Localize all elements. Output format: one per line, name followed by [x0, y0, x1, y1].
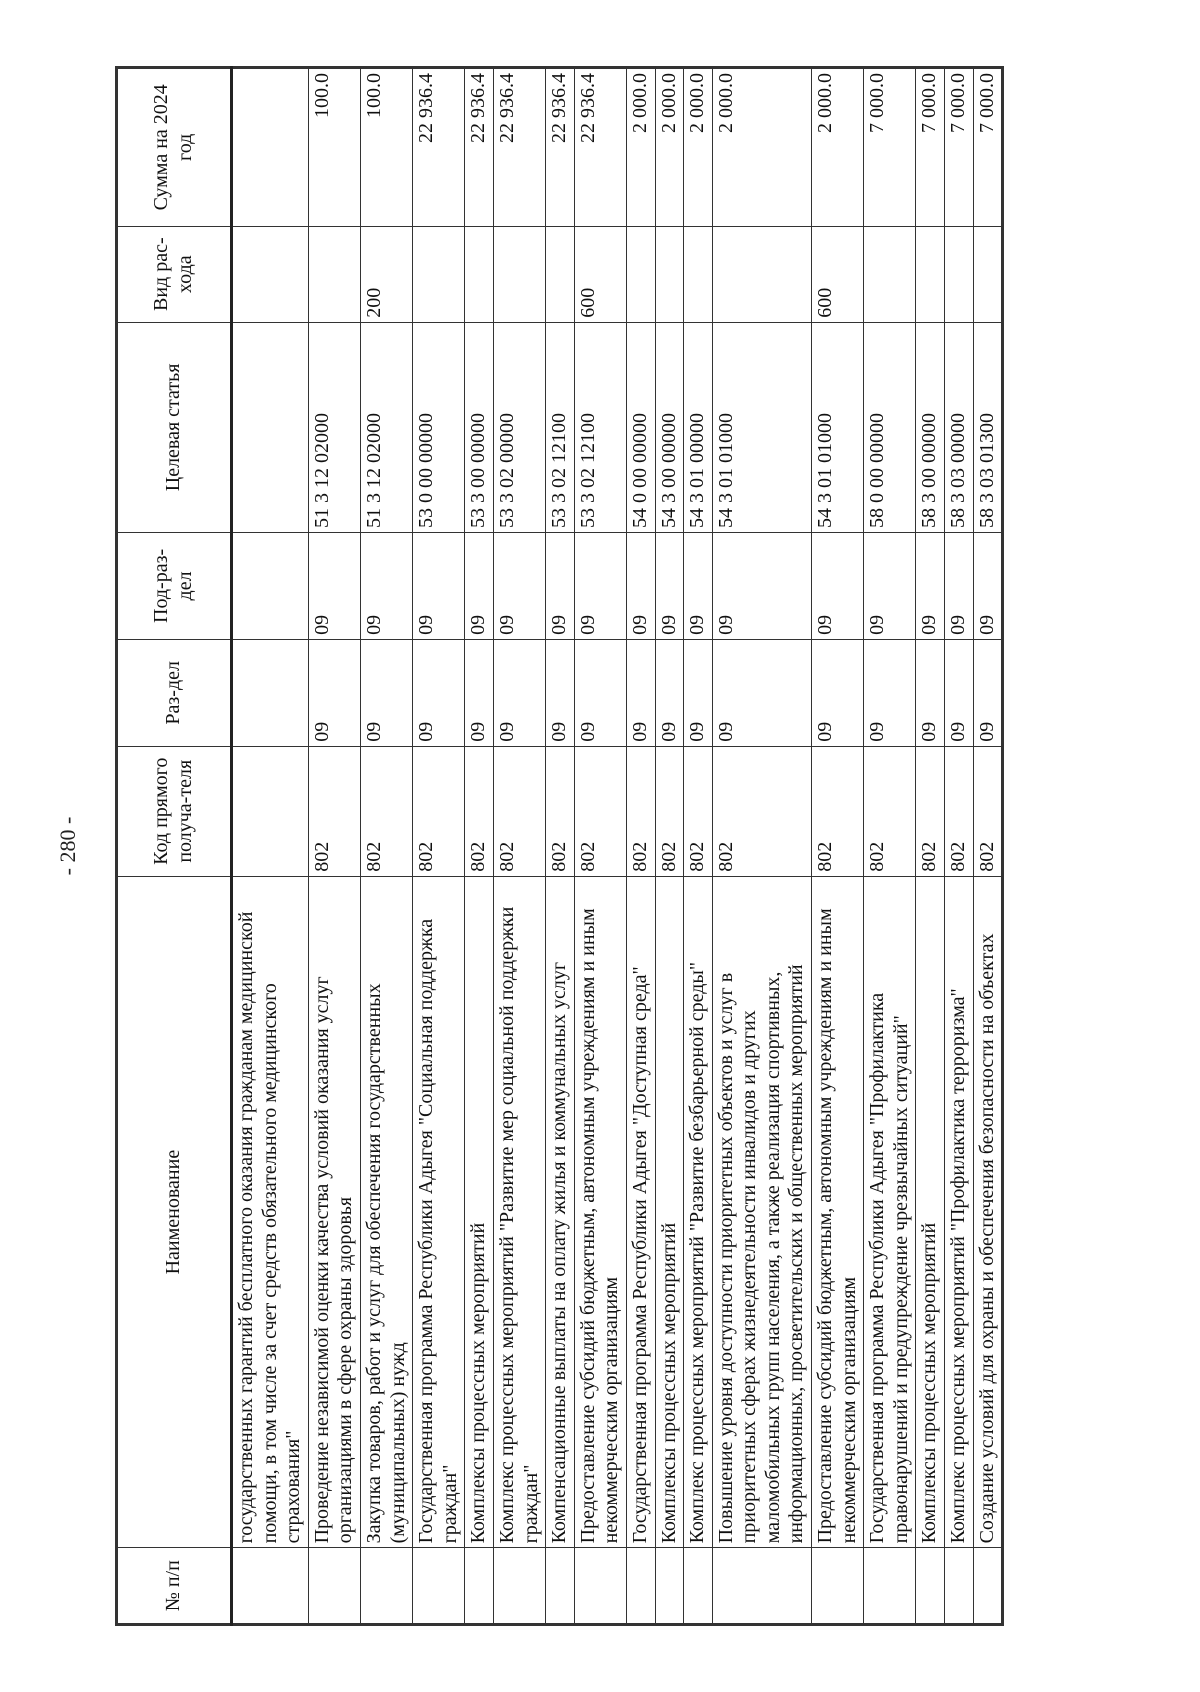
- cell-vr: [626, 226, 655, 322]
- cell-vr: [308, 226, 360, 322]
- table-row: [973, 68, 1003, 1625]
- table-row: [655, 68, 684, 1625]
- table-row: [413, 68, 465, 1625]
- cell-no: [945, 1548, 974, 1625]
- cell-name: Повышение уровня доступности приоритетных объектов и услуг в приоритетных сферах жизнедеятельности инвалидов и других маломобильных групп населения, а также реализация спортивных, информационных, просветительских и общественных мероприятий: [712, 876, 811, 1548]
- cell-vr: [465, 226, 494, 322]
- cell-vr: [916, 226, 945, 322]
- cell-cs: 51 3 12 02000: [308, 322, 360, 532]
- cell-podrazdel: 09: [973, 532, 1003, 639]
- cell-no: [812, 1548, 864, 1625]
- page-number: - 280 -: [55, 816, 80, 876]
- cell-sum: 7 000.0: [916, 68, 945, 227]
- cell-razdel: 09: [308, 639, 360, 746]
- cell-name: Комплексы процессных мероприятий: [916, 876, 945, 1548]
- cell-vr: [232, 226, 309, 322]
- cell-cs: 58 0 00 00000: [864, 322, 916, 532]
- cell-razdel: 09: [493, 639, 545, 746]
- cell-podrazdel: 09: [574, 532, 626, 639]
- cell-podrazdel: 09: [360, 532, 412, 639]
- cell-podrazdel: 09: [864, 532, 916, 639]
- cell-cs: 54 3 00 00000: [655, 322, 684, 532]
- cell-podrazdel: 09: [712, 532, 811, 639]
- cell-name: Государственная программа Республики Адыгея "Профилактика правонарушений и предупреждение чрезвычайных ситуаций": [864, 876, 916, 1548]
- cell-cs: 53 3 02 12100: [574, 322, 626, 532]
- cell-podrazdel: 09: [684, 532, 713, 639]
- table-row: [626, 68, 655, 1625]
- cell-cs: [232, 322, 309, 532]
- cell-name: Комплексы процессных мероприятий: [655, 876, 684, 1548]
- budget-table: [115, 66, 1004, 1626]
- cell-razdel: 09: [916, 639, 945, 746]
- cell-vr: 200: [360, 226, 412, 322]
- cell-vr: [973, 226, 1003, 322]
- table-row: [232, 68, 309, 1625]
- cell-poluch: 802: [465, 746, 494, 876]
- cell-cs: 54 0 00 00000: [626, 322, 655, 532]
- cell-sum: 2 000.0: [655, 68, 684, 227]
- cell-name: Предоставление субсидий бюджетным, автономным учреждениям и иным некоммерческим организациям: [574, 876, 626, 1548]
- cell-poluch: 802: [626, 746, 655, 876]
- cell-cs: 54 3 01 01000: [812, 322, 864, 532]
- cell-podrazdel: 09: [308, 532, 360, 639]
- cell-name: Комплексы процессных мероприятий: [465, 876, 494, 1548]
- cell-sum: 22 936.4: [413, 68, 465, 227]
- cell-name: Государственная программа Республики Адыгея "Доступная среда": [626, 876, 655, 1548]
- cell-poluch: [232, 746, 309, 876]
- table-row: [916, 68, 945, 1625]
- cell-no: [916, 1548, 945, 1625]
- table-row: [308, 68, 360, 1625]
- table-row: [546, 68, 575, 1625]
- cell-poluch: 802: [916, 746, 945, 876]
- cell-poluch: 802: [493, 746, 545, 876]
- cell-poluch: 802: [973, 746, 1003, 876]
- cell-poluch: 802: [360, 746, 412, 876]
- cell-name: государственных гарантий бесплатного оказания гражданам медицинской помощи, в том числе за счет средств обязательного медицинского страхования": [232, 876, 309, 1548]
- cell-no: [574, 1548, 626, 1625]
- cell-name: Проведение независимой оценки качества условий оказания услуг организациями в сфере охраны здоровья: [308, 876, 360, 1548]
- cell-sum: 7 000.0: [945, 68, 974, 227]
- cell-podrazdel: 09: [626, 532, 655, 639]
- cell-podrazdel: 09: [945, 532, 974, 639]
- cell-no: [973, 1548, 1003, 1625]
- table-row: [812, 68, 864, 1625]
- cell-name: Создание условий для охраны и обеспечения безопасности на объектах: [973, 876, 1003, 1548]
- header-no: № п/п: [117, 1548, 232, 1625]
- cell-razdel: 09: [945, 639, 974, 746]
- cell-name: Комплекс процессных мероприятий "Развитие безбарьерной среды": [684, 876, 713, 1548]
- table-body: [232, 68, 1003, 1625]
- cell-sum: [232, 68, 309, 227]
- cell-podrazdel: [232, 532, 309, 639]
- cell-poluch: 802: [574, 746, 626, 876]
- cell-cs: 53 3 02 12100: [546, 322, 575, 532]
- header-cs: Целевая статья: [117, 322, 232, 532]
- cell-podrazdel: 09: [546, 532, 575, 639]
- cell-name: Компенсационные выплаты на оплату жилья и коммунальных услуг: [546, 876, 575, 1548]
- cell-cs: 54 3 01 00000: [684, 322, 713, 532]
- cell-sum: 2 000.0: [684, 68, 713, 227]
- cell-sum: 2 000.0: [712, 68, 811, 227]
- cell-no: [712, 1548, 811, 1625]
- cell-vr: 600: [574, 226, 626, 322]
- cell-cs: 53 0 00 00000: [413, 322, 465, 532]
- cell-podrazdel: 09: [493, 532, 545, 639]
- cell-razdel: 09: [626, 639, 655, 746]
- cell-name: Предоставление субсидий бюджетным, автономным учреждениям и иным некоммерческим организациям: [812, 876, 864, 1548]
- table-row: [945, 68, 974, 1625]
- cell-razdel: 09: [973, 639, 1003, 746]
- cell-sum: 22 936.4: [493, 68, 545, 227]
- cell-no: [465, 1548, 494, 1625]
- cell-razdel: 09: [360, 639, 412, 746]
- header-razdel: Раз-дел: [117, 639, 232, 746]
- cell-name: Закупка товаров, работ и услуг для обеспечения государственных (муниципальных) нужд: [360, 876, 412, 1548]
- cell-sum: 7 000.0: [864, 68, 916, 227]
- cell-razdel: 09: [465, 639, 494, 746]
- cell-poluch: 802: [655, 746, 684, 876]
- cell-razdel: 09: [684, 639, 713, 746]
- table-header: [117, 68, 232, 1625]
- cell-no: [232, 1548, 309, 1625]
- cell-razdel: 09: [574, 639, 626, 746]
- table-row: [712, 68, 811, 1625]
- cell-podrazdel: 09: [465, 532, 494, 639]
- cell-name: Государственная программа Республики Адыгея "Социальная поддержка граждан": [413, 876, 465, 1548]
- cell-vr: [413, 226, 465, 322]
- cell-vr: 600: [812, 226, 864, 322]
- cell-sum: 22 936.4: [465, 68, 494, 227]
- cell-razdel: [232, 639, 309, 746]
- cell-podrazdel: 09: [413, 532, 465, 639]
- header-poluch: Код прямого получа-теля: [117, 746, 232, 876]
- table-row: [493, 68, 545, 1625]
- cell-sum: 2 000.0: [812, 68, 864, 227]
- cell-cs: 58 3 03 01300: [973, 322, 1003, 532]
- cell-poluch: 802: [712, 746, 811, 876]
- cell-vr: [546, 226, 575, 322]
- cell-podrazdel: 09: [812, 532, 864, 639]
- cell-sum: 22 936.4: [574, 68, 626, 227]
- header-sum: Сумма на 2024 год: [117, 68, 232, 227]
- cell-no: [864, 1548, 916, 1625]
- cell-vr: [712, 226, 811, 322]
- cell-razdel: 09: [712, 639, 811, 746]
- cell-vr: [945, 226, 974, 322]
- cell-no: [546, 1548, 575, 1625]
- cell-vr: [655, 226, 684, 322]
- cell-razdel: 09: [413, 639, 465, 746]
- table-row: [465, 68, 494, 1625]
- table-row: [684, 68, 713, 1625]
- cell-no: [684, 1548, 713, 1625]
- cell-poluch: 802: [684, 746, 713, 876]
- cell-razdel: 09: [655, 639, 684, 746]
- cell-razdel: 09: [864, 639, 916, 746]
- cell-name: Комплекс процессных мероприятий "Профилактика терроризма": [945, 876, 974, 1548]
- cell-sum: 100.0: [308, 68, 360, 227]
- cell-vr: [684, 226, 713, 322]
- cell-no: [413, 1548, 465, 1625]
- cell-poluch: 802: [308, 746, 360, 876]
- cell-sum: 2 000.0: [626, 68, 655, 227]
- cell-name: Комплекс процессных мероприятий "Развитие мер социальной поддержки граждан": [493, 876, 545, 1548]
- table-row: [574, 68, 626, 1625]
- cell-poluch: 802: [864, 746, 916, 876]
- cell-no: [493, 1548, 545, 1625]
- cell-no: [308, 1548, 360, 1625]
- header-vr: Вид рас-хода: [117, 226, 232, 322]
- header-podrazdel: Под-раз-дел: [117, 532, 232, 639]
- table-row: [864, 68, 916, 1625]
- cell-no: [655, 1548, 684, 1625]
- cell-no: [626, 1548, 655, 1625]
- cell-poluch: 802: [546, 746, 575, 876]
- cell-cs: 53 3 02 00000: [493, 322, 545, 532]
- cell-sum: 22 936.4: [546, 68, 575, 227]
- table-row: [360, 68, 412, 1625]
- cell-sum: 7 000.0: [973, 68, 1003, 227]
- cell-cs: 58 3 00 00000: [916, 322, 945, 532]
- cell-sum: 100.0: [360, 68, 412, 227]
- cell-poluch: 802: [413, 746, 465, 876]
- cell-podrazdel: 09: [655, 532, 684, 639]
- cell-cs: 54 3 01 01000: [712, 322, 811, 532]
- cell-razdel: 09: [812, 639, 864, 746]
- cell-razdel: 09: [546, 639, 575, 746]
- cell-podrazdel: 09: [916, 532, 945, 639]
- header-name: Наименование: [117, 876, 232, 1548]
- cell-cs: 53 3 00 00000: [465, 322, 494, 532]
- cell-poluch: 802: [812, 746, 864, 876]
- cell-poluch: 802: [945, 746, 974, 876]
- cell-no: [360, 1548, 412, 1625]
- rotated-page-content: [115, 66, 1085, 1626]
- cell-cs: 58 3 03 00000: [945, 322, 974, 532]
- cell-cs: 51 3 12 02000: [360, 322, 412, 532]
- cell-vr: [493, 226, 545, 322]
- cell-vr: [864, 226, 916, 322]
